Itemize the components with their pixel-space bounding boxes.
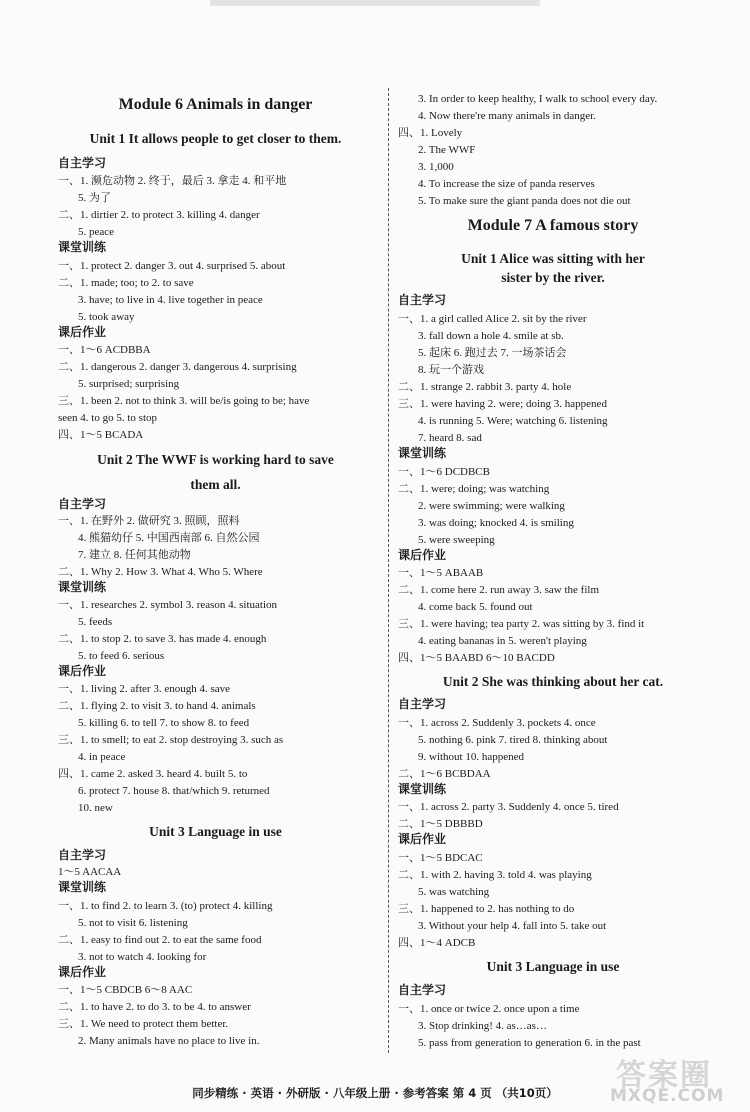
answer-line: 一、1. once or twice 2. once upon a time (398, 1003, 580, 1015)
section-heading: 自主学习 (58, 497, 107, 511)
answer-line: 3. was doing; knocked 4. is smiling (418, 517, 574, 529)
answer-line: 四、1. Lovely (398, 127, 463, 139)
answer-line: 9. without 10. happened (418, 751, 525, 763)
answer-line: 三、1. to smell; to eat 2. stop destroying 3. such as (58, 734, 284, 746)
unit-2-title: Unit 2 The WWF is working hard to save (97, 452, 334, 467)
answer-line: 二、1. Why 2. How 3. What 4. Who 5. Where (58, 566, 263, 578)
answer-line: 二、1～6 BCBDAA (398, 768, 491, 780)
answer-line: 4. 熊猫幼仔 5. 中国西南部 6. 自然公园 (78, 532, 260, 544)
answer-line: 3. fall down a hole 4. smile at sb. (418, 330, 564, 342)
answer-line: 5. were sweeping (418, 534, 495, 546)
answer-line: seen 4. to go 5. to stop (58, 412, 157, 424)
answer-line: 4. in peace (78, 751, 126, 763)
answer-line: 5. nothing 6. pink 7. tired 8. thinking about (418, 734, 608, 746)
answer-line: 8. 玩一个游戏 (418, 364, 484, 376)
answer-line: 一、1. across 2. party 3. Suddenly 4. once 5. tired (398, 801, 619, 813)
answer-line: 二、1. dirtier 2. to protect 3. killing 4. danger (58, 209, 260, 221)
answer-line: 二、1. dangerous 2. danger 3. dangerous 4. surprising (58, 361, 297, 373)
section-heading: 课堂训练 (58, 580, 107, 594)
section-heading: 自主学习 (398, 293, 447, 307)
answer-line: 5. 为了 (78, 192, 111, 204)
watermark-logo (608, 1050, 736, 1108)
answer-line: 一、1～6 ACDBBA (58, 344, 151, 356)
answer-line: 3. not to watch 4. looking for (78, 951, 207, 963)
answer-line: 2. The WWF (418, 144, 476, 156)
answer-line: 5. peace (78, 226, 115, 238)
section-heading: 自主学习 (398, 983, 447, 997)
answer-line: 3. In order to keep healthy, I walk to school every day. (418, 93, 658, 105)
section-heading: 自主学习 (58, 848, 107, 862)
answer-line: 二、1. to have 2. to do 3. to be 4. to answer (58, 1001, 251, 1013)
answer-line: 5. surprised; surprising (78, 378, 180, 390)
page-footer: 同步精练 · 英语 · 外研版 · 八年级上册 · 参考答案 第 4 页 （共10页） (192, 1086, 558, 1100)
section-heading: 课后作业 (58, 664, 107, 678)
answer-line: 三、1. were having; tea party 2. was sitting by 3. find it (398, 618, 645, 630)
answer-line: 一、1. protect 2. danger 3. out 4. surprised 5. about (58, 260, 286, 272)
answer-line: 二、1. flying 2. to visit 3. to hand 4. animals (58, 700, 256, 712)
answer-line: 3. 1,000 (418, 161, 454, 173)
watermark-url: MXQE.COM (610, 1086, 725, 1106)
answer-line: 四、1. came 2. asked 3. heard 4. built 5. to (58, 768, 248, 780)
answer-line: 10. new (78, 802, 113, 814)
answer-line: 5. was watching (418, 886, 490, 898)
answer-line: 一、1. across 2. Suddenly 3. pockets 4. once (398, 717, 596, 729)
answer-line: 二、1. were; doing; was watching (398, 483, 550, 495)
unit-2-title: Unit 2 She was thinking about her cat. (442, 674, 664, 689)
answer-line: 3. Without your help 4. fall into 5. take out (418, 920, 607, 932)
column-divider (388, 88, 389, 1053)
section-heading: 自主学习 (58, 156, 107, 170)
answer-line: 5. killing 6. to tell 7. to show 8. to feed (78, 717, 250, 729)
answer-line: 2. Many animals have no place to live in. (78, 1035, 260, 1047)
answer-line: 二、1. with 2. having 3. told 4. was playing (398, 869, 592, 881)
answer-line: 7. heard 8. sad (418, 432, 482, 444)
answer-line: 一、1～6 DCDBCB (398, 466, 490, 478)
section-heading: 课后作业 (398, 832, 447, 846)
unit-2-title-cont: them all. (190, 477, 241, 492)
unit-1-title: Unit 1 It allows people to get closer to them. (89, 131, 342, 146)
answer-line: 三、1. happened to 2. has nothing to do (398, 903, 575, 915)
answer-line: 三、1. been 2. not to think 3. will be/is going to be; have (58, 395, 310, 407)
section-heading: 课后作业 (58, 325, 107, 339)
answer-line: 四、1～5 BAABD 6～10 BACDD (398, 652, 555, 664)
unit-1-title: Unit 1 Alice was sitting with her (461, 251, 645, 266)
answer-line: 5. to feed 6. serious (78, 650, 165, 662)
answer-line: 一、1～5 BDCAC (398, 852, 483, 864)
section-heading: 课后作业 (398, 548, 447, 562)
answer-line: 4. is running 5. Were; watching 6. listening (418, 415, 608, 427)
answer-line: 一、1. 在野外 2. 做研究 3. 照顾，照料 (58, 515, 240, 527)
unit-1-title-cont: sister by the river. (501, 270, 605, 285)
answer-line: 一、1. a girl called Alice 2. sit by the river (398, 313, 587, 325)
answer-line: 5. pass from generation to generation 6. in the past (418, 1037, 641, 1049)
answer-line: 5. To make sure the giant panda does not die out (418, 195, 631, 207)
unit-3-title: Unit 3 Language in use (149, 824, 282, 839)
section-heading: 课堂训练 (58, 240, 107, 254)
watermark-text: 答案圈 (616, 1058, 712, 1093)
answer-line: 7. 建立 8. 任何其他动物 (78, 549, 191, 561)
answer-line: 二、1. easy to find out 2. to eat the same food (58, 934, 262, 946)
answer-line: 三、1. were having 2. were; doing 3. happened (398, 398, 607, 410)
answer-line: 一、1. to find 2. to learn 3. (to) protect 4. killing (58, 900, 273, 912)
answer-line: 二、1. to stop 2. to save 3. has made 4. enough (58, 633, 267, 645)
answer-line: 三、1. We need to protect them better. (58, 1018, 229, 1030)
answer-line: 3. have; to live in 4. live together in peace (78, 294, 263, 306)
section-heading: 课堂训练 (58, 880, 107, 894)
answer-line: 二、1. come here 2. run away 3. saw the film (398, 584, 599, 596)
section-heading: 课堂训练 (398, 446, 447, 460)
top-edge-bar (210, 0, 540, 6)
answer-line: 4. To increase the size of panda reserves (418, 178, 595, 190)
answer-line: 4. Now there're many animals in danger. (418, 110, 596, 122)
module-6-title: Module 6 Animals in danger (118, 96, 313, 113)
answer-line: 一、1. 濒危动物 2. 终于，最后 3. 拿走 4. 和平地 (58, 175, 287, 187)
answer-line: 2. were swimming; were walking (418, 500, 565, 512)
section-heading: 自主学习 (398, 697, 447, 711)
answer-line: 3. Stop drinking! 4. as…as… (418, 1020, 547, 1032)
answer-line: 二、1. strange 2. rabbit 3. party 4. hole (398, 381, 572, 393)
answer-line: 5. 起床 6. 跑过去 7. 一场茶话会 (418, 347, 567, 359)
section-heading: 课后作业 (58, 965, 107, 979)
answer-line: 一、1. living 2. after 3. enough 4. save (58, 683, 230, 695)
answer-line: 4. eating bananas in 5. weren't playing (418, 635, 587, 647)
section-heading: 课堂训练 (398, 782, 447, 796)
answer-line: 5. took away (78, 311, 135, 323)
answer-line: 1～5 AACAA (58, 866, 122, 878)
answer-line: 5. feeds (78, 616, 113, 628)
unit-3-title: Unit 3 Language in use (486, 959, 620, 974)
answer-line: 6. protect 7. house 8. that/which 9. returned (78, 785, 270, 797)
answer-line: 二、1～5 DBBBD (398, 818, 483, 830)
answer-line: 一、1～5 CBDCB 6～8 AAC (58, 984, 193, 996)
answer-line: 一、1. researches 2. symbol 3. reason 4. situation (58, 599, 278, 611)
answer-line: 5. not to visit 6. listening (78, 917, 188, 929)
answer-line: 4. come back 5. found out (418, 601, 533, 613)
answer-line: 四、1～4 ADCB (398, 937, 476, 949)
answer-line: 一、1～5 ABAAB (398, 567, 484, 579)
module-7-title: Module 7 A famous story (467, 217, 639, 234)
answer-line: 四、1～5 BCADA (58, 429, 144, 441)
answer-line: 二、1. made; too; to 2. to save (58, 277, 194, 289)
